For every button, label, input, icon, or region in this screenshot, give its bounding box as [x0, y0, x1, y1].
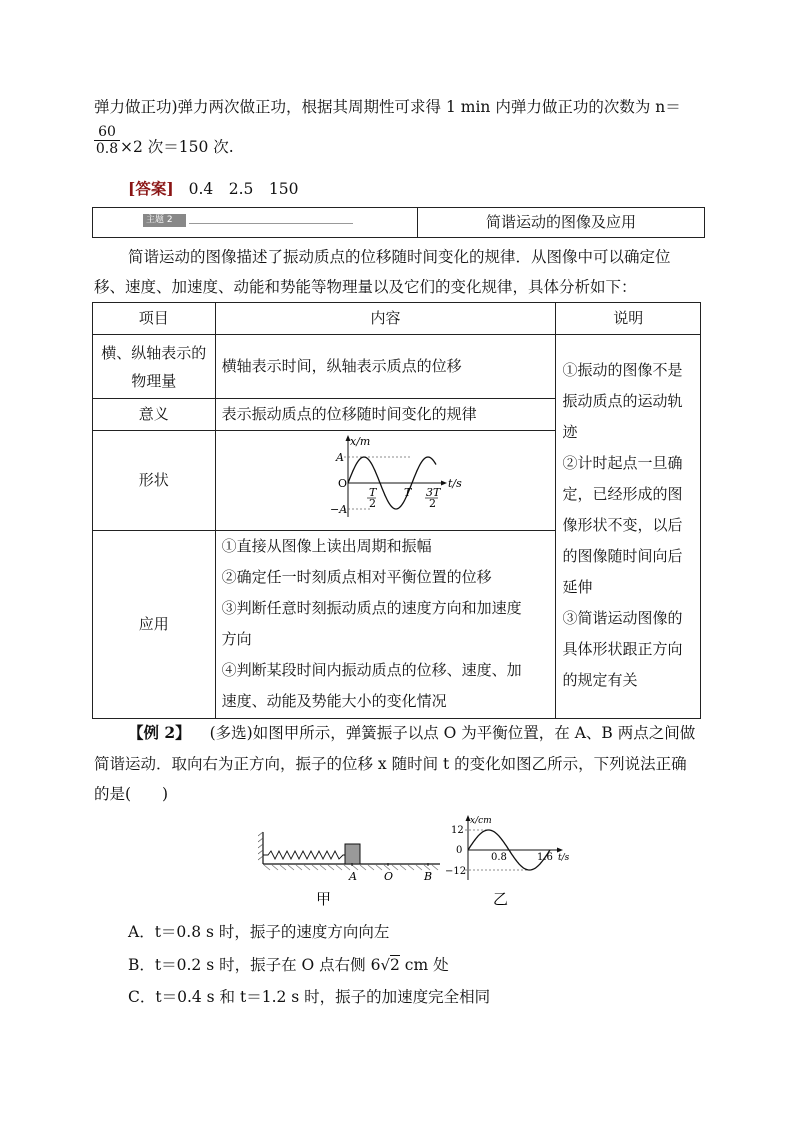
yi-x2: 1.6: [537, 852, 553, 863]
intro-line-2: ×2 次＝150 次.: [120, 138, 234, 156]
sqrt-icon: √: [380, 956, 390, 974]
row-shape-content: [215, 431, 556, 531]
yi-ylabel: x/cm: [470, 816, 492, 826]
option-b[interactable]: [128, 953, 449, 975]
example-line-1: [128, 721, 695, 743]
graph-ylabel: x/m: [349, 434, 370, 448]
paragraph-line-2: 移、速度、加速度、动能和势能等物理量以及它们的变化规律，具体分析如下：: [94, 278, 637, 296]
oscillator-block: [345, 844, 360, 864]
graph-origin: O: [337, 476, 347, 490]
apply-line: 方向: [221, 630, 252, 648]
yi-ytop: 12: [451, 825, 464, 836]
option-a-text: t＝0.8 s 时，振子的速度方向向左: [154, 923, 390, 941]
graph-3T2-den: 2: [428, 496, 436, 510]
note-line: ①振动的图像不是: [562, 361, 683, 379]
caption-yi: 乙: [493, 890, 509, 908]
note-line: 定，已经形成的图: [562, 485, 683, 503]
answer-line: [128, 177, 299, 199]
graph-3T2-num: 3T: [425, 485, 440, 499]
header-notes: 说明: [556, 303, 701, 335]
header-content: 内容: [215, 303, 556, 335]
shape-graph: [326, 433, 526, 529]
label-B: B: [424, 870, 433, 883]
apply-line: ②确定任一时刻质点相对平衡位置的位移: [221, 568, 492, 586]
figure-xt-graph: [445, 812, 585, 912]
graph-T2-den: 2: [368, 496, 376, 510]
note-line: 具体形状跟正方向: [562, 640, 683, 658]
paragraph-line-1: 简谐运动的图像描述了振动质点的位移随时间变化的规律．从图像中可以确定位: [128, 248, 671, 266]
note-line: 像形状不变，以后: [562, 516, 683, 534]
option-b-letter: B．: [128, 956, 155, 974]
notes-cell: [556, 335, 701, 719]
example-line-3: 的是( ): [94, 785, 169, 803]
x-axis-arrow-icon: [441, 480, 447, 485]
option-a[interactable]: [128, 920, 389, 942]
graph-T2-num: T: [368, 485, 376, 499]
row-meaning-item: 意义: [93, 399, 216, 431]
option-b-text-post: cm 处: [399, 956, 449, 974]
option-b-text-pre: t＝0.2 s 时，振子在 O 点右侧 6: [154, 956, 381, 974]
row-apply-content: [215, 531, 556, 719]
graph-negA: −A: [329, 502, 347, 516]
fraction-numerator: 60: [94, 124, 120, 141]
row-apply-item: 应用: [93, 531, 216, 719]
topic-divider: [189, 223, 353, 224]
yi-x1: 0.8: [491, 852, 507, 863]
note-line: 振动质点的运动轨: [562, 392, 683, 410]
yi-xlabel: t/s: [558, 853, 570, 863]
intro-line-1: 弹力做正功)弹力两次做正功，根据其周期性可求得 1 min 内弹力做正功的次数为 n＝: [94, 98, 681, 116]
note-line: ②计时起点一旦确: [562, 454, 683, 472]
answer-values: 0.4 2.5 150: [188, 180, 299, 198]
row-axes-content: 横轴表示时间，纵轴表示质点的位移: [215, 335, 556, 399]
row-axes-item-line2: 物理量: [131, 371, 177, 390]
example-line-2: 简谐运动．取向右为正方向，振子的位移 x 随时间 t 的变化如图乙所示，下列说法正确: [94, 755, 687, 773]
example-label: 【例 2】: [128, 723, 191, 742]
row-shape-item: 形状: [93, 431, 216, 531]
option-b-sqrt-arg: 2: [390, 956, 400, 974]
note-line: 延伸: [562, 578, 593, 596]
example-text-1: (多选)如图甲所示，弹簧振子以点 O 为平衡位置，在 A、B 两点之间做: [209, 724, 696, 742]
analysis-table: [92, 302, 701, 719]
note-line: 的规定有关: [562, 671, 638, 689]
fraction-denominator: 0.8: [95, 141, 119, 157]
row-meaning-content: 表示振动质点的位移随时间变化的规律: [215, 399, 556, 431]
answer-label: [答案]: [128, 179, 174, 198]
apply-line: ③判断任意时刻振动质点的速度方向和加速度: [221, 599, 522, 617]
note-line: ③简谐运动图像的: [562, 609, 683, 627]
spring: [263, 851, 345, 859]
option-c[interactable]: [128, 985, 490, 1007]
row-axes-item: [93, 335, 216, 399]
apply-line: ①直接从图像上读出周期和振幅: [221, 537, 432, 555]
topic-title: 简谐运动的图像及应用: [485, 213, 636, 231]
figure-spring-oscillator: [258, 822, 448, 912]
apply-line: ④判断某段时间内振动质点的位移、速度、加: [221, 661, 522, 679]
yi-zero: 0: [456, 845, 463, 856]
row-axes-item-line1: 横、纵轴表示的: [101, 343, 207, 362]
graph-xlabel: t/s: [447, 476, 462, 490]
wall-hatch: [258, 832, 263, 860]
option-c-text: t＝0.4 s 和 t＝1.2 s 时，振子的加速度完全相同: [155, 988, 491, 1006]
apply-line: 速度、动能及势能大小的变化情况: [221, 692, 447, 710]
option-c-letter: C．: [128, 988, 156, 1006]
note-line: 迹: [562, 423, 578, 441]
topic-badge-area: [93, 208, 418, 237]
yi-x-axis-arrow-icon: [557, 848, 563, 853]
label-O: O: [384, 870, 394, 883]
graph-A: A: [335, 450, 344, 464]
intro-fraction: [94, 124, 120, 157]
note-line: 的图像随时间向后: [562, 547, 683, 565]
header-item: 项目: [93, 303, 216, 335]
topic-bar: [92, 207, 705, 238]
graph-T: T: [403, 485, 411, 499]
yi-ybot: −12: [445, 866, 467, 877]
caption-jia: 甲: [316, 890, 332, 908]
label-A: A: [349, 870, 357, 883]
topic-badge: 主题 2: [143, 214, 186, 227]
option-a-letter: A．: [128, 923, 155, 941]
